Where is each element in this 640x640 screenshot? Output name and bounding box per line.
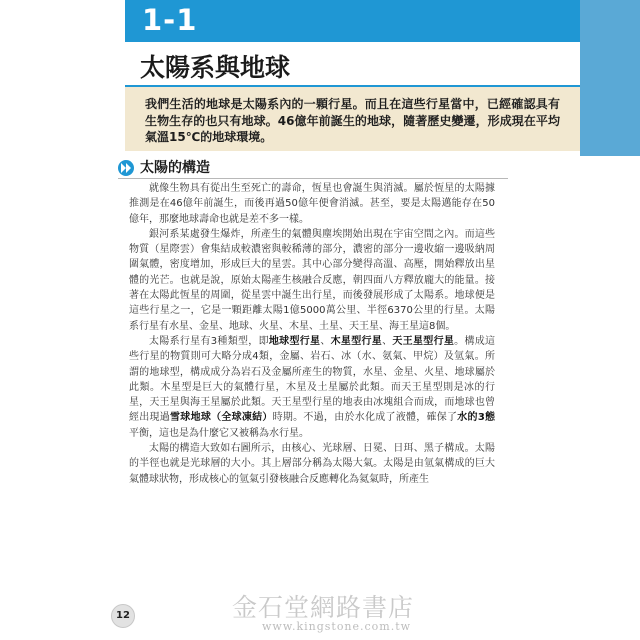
body-paragraph	[129, 227, 495, 334]
bold-term: 地球型行星	[268, 335, 321, 347]
bold-term: 雪球地球（全球凍結）	[170, 412, 273, 424]
subsection-title: 太陽的構造	[140, 160, 210, 176]
text-run: 就像生物具有從出生至死亡的壽命，恆星也會誕生與消滅。屬於恆星的太陽據推測是在46億年前誕生，而後再過50億年便會消滅。甚至，要是太陽邁能存在50億年，那麼地球壽命也就是差不多一樣。	[129, 183, 495, 225]
bold-term: 水的3態	[457, 412, 496, 424]
body-paragraph	[129, 441, 495, 487]
text-run: 、	[382, 335, 393, 347]
body-paragraph	[129, 181, 495, 227]
text-run: 。構成這些行星的物質則可大略分成4類，金屬、岩石、冰（水、氨氣、甲烷）及氫氣。所謂的地球型，構成成分為岩石及金屬所產生的物質，水星、金星、火星、地球屬於此類。木星型是巨大的氣體行星，木星及土星屬於此類。而天王星型則是冰的行星，天王星與海王星屬於此類。天王星型行星的地表由冰塊組合而成，而地球也曾經出現過	[129, 335, 496, 424]
bold-term: 天王星型行星	[392, 335, 455, 347]
page-title: 太陽系與地球	[140, 53, 291, 82]
double-chevron-icon	[118, 160, 134, 176]
edge-tab-bar	[580, 0, 640, 156]
text-run: 太陽的構造大致如右圖所示，由核心、光球層、日冕、日珥、黑子構成。太陽的半徑也就是光球層的大小。其上層部分稱為太陽大氣。太陽是由氫氣構成的巨大氣體球狀物，形成核心的氫氣引發核融合反應轉化為氦氣時，所產生	[129, 443, 495, 485]
text-run: 、	[320, 335, 331, 347]
text-run: 平衡，這也是為什麼它又被稱為水行星。	[129, 427, 309, 439]
page-number: 12	[111, 604, 135, 628]
text-run: 時期。不過，由於水化成了液體，確保了	[272, 412, 458, 424]
text-run: 太陽系行星有3種類型，即	[149, 335, 269, 347]
intro-text: 我們生活的地球是太陽系內的一顆行星。而且在這些行星當中，已經確認具有生物生存的也只有地球。46億年前誕生的地球，隨著歷史變遷，形成現在平均氣溫15℃的地球環境。	[145, 97, 560, 144]
body-paragraph	[129, 334, 495, 441]
section-number: 1-1	[142, 3, 198, 37]
watermark-url: www.kingstone.com.tw	[262, 620, 412, 633]
watermark-logo: 金石堂網路書店	[232, 593, 415, 622]
text-run: 銀河系某處發生爆炸，所產生的氣體與塵埃開始出現在宇宙空間之內。而這些物質（星際雲）會集結成較濃密與較稀薄的部分，濃密的部分一邊收縮一邊吸納周圍氣體，密度增加，形成巨大的星雲。其中心部分變得高溫、高壓，開始釋放出星體的光芒。也就是說，原始太陽產生核融合反應，朝四面八方釋放龐大的能量。接著在太陽此恆星的周圍，從星雲中誕生出行星，而後發展形成了太陽系。地球便是這些行星之一，它是一顆距離太陽1億5000萬公里、半徑6370公里的行星。太陽系行星有水星、金星、地球、火星、木星、土星、天王星、海王星這8個。	[129, 228, 495, 332]
subsection-heading	[118, 157, 508, 179]
bold-term: 木星型行星	[330, 335, 383, 347]
body-text	[129, 181, 495, 487]
subsection-rule	[118, 178, 508, 179]
